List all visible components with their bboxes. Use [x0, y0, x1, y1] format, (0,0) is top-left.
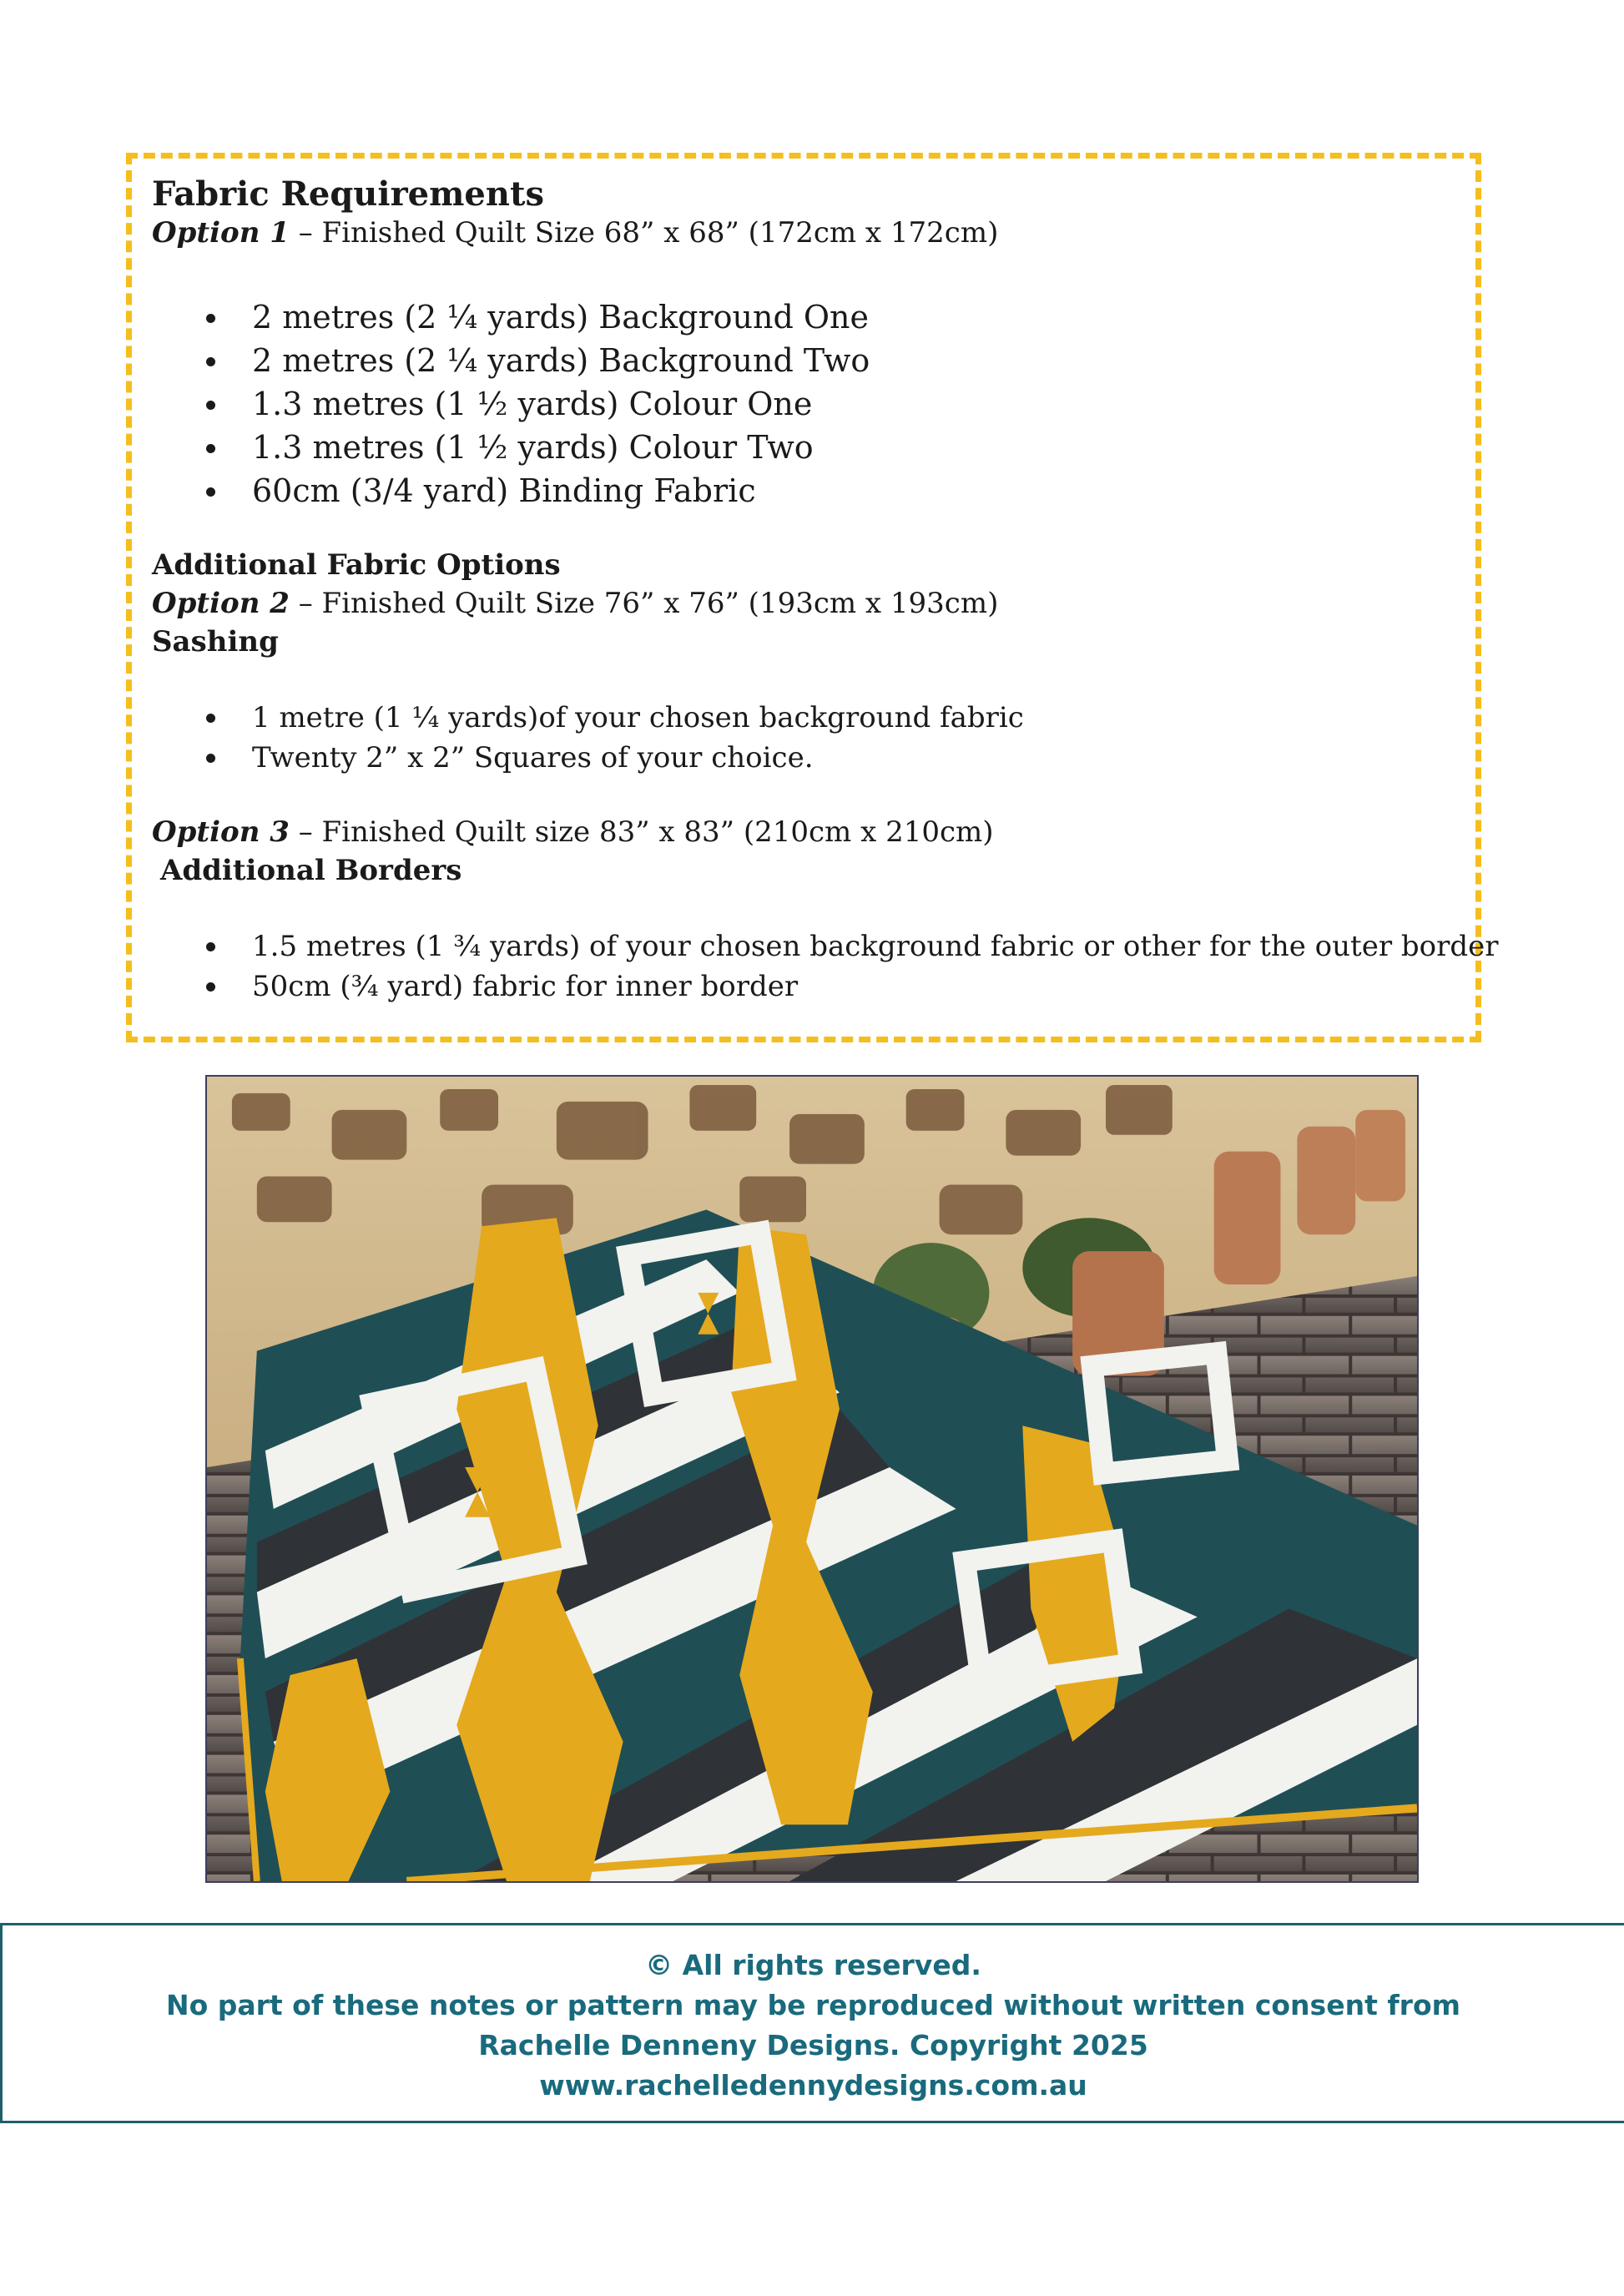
additional-heading: Additional Fabric Options: [152, 548, 561, 582]
list-item: 2 metres (2 ¼ yards) Background Two: [152, 339, 1475, 382]
list-item: 1 metre (1 ¼ yards)of your chosen background fabric: [152, 698, 1475, 738]
footer-rights: © All rights reserved.: [645, 1949, 981, 1981]
section-title: Fabric Requirements: [152, 174, 544, 214]
option2-text: – Finished Quilt Size 76” x 76” (193cm x 193cm): [289, 587, 999, 620]
list-item: 1.3 metres (1 ½ yards) Colour Two: [152, 426, 1475, 469]
option3-text: – Finished Quilt size 83” x 83” (210cm x 210cm): [289, 815, 994, 849]
option1-label: Option 1: [152, 216, 290, 250]
quilt-photo-illustration: [207, 1077, 1417, 1881]
sashing-heading: Sashing: [152, 625, 279, 659]
quilt-photo: [205, 1075, 1419, 1883]
option2-list: [152, 698, 1475, 778]
option1-list: [152, 295, 1475, 512]
footer-website-link[interactable]: www.rachelledennydesigns.com.au: [539, 2069, 1087, 2102]
option3-label: Option 3: [152, 815, 290, 849]
list-item: 50cm (¾ yard) fabric for inner border: [152, 966, 1475, 1007]
footer-copyright: Rachelle Denneny Designs. Copyright 2025: [478, 2029, 1148, 2061]
option3-list: [152, 926, 1499, 1007]
option3-line: [152, 813, 1475, 851]
list-item: 1.3 metres (1 ½ yards) Colour One: [152, 382, 1475, 426]
list-item: Twenty 2” x 2” Squares of your choice.: [152, 738, 1475, 778]
option1-text: – Finished Quilt Size 68” x 68” (172cm x 172cm): [289, 216, 999, 250]
list-item: 1.5 metres (1 ¾ yards) of your chosen background fabric or other for the outer border: [152, 926, 1475, 966]
fabric-requirements-box: [126, 153, 1499, 1042]
option1-line: [152, 214, 1475, 252]
list-item: 2 metres (2 ¼ yards) Background One: [152, 295, 1475, 339]
footer-consent: No part of these notes or pattern may be reproduced without written consent from: [165, 1989, 1461, 2021]
option2-line: [152, 584, 1475, 623]
option2-label: Option 2: [152, 587, 290, 620]
list-item: 60cm (3/4 yard) Binding Fabric: [152, 469, 1475, 512]
copyright-footer: [0, 1923, 1624, 2123]
borders-heading: Additional Borders: [160, 854, 462, 887]
